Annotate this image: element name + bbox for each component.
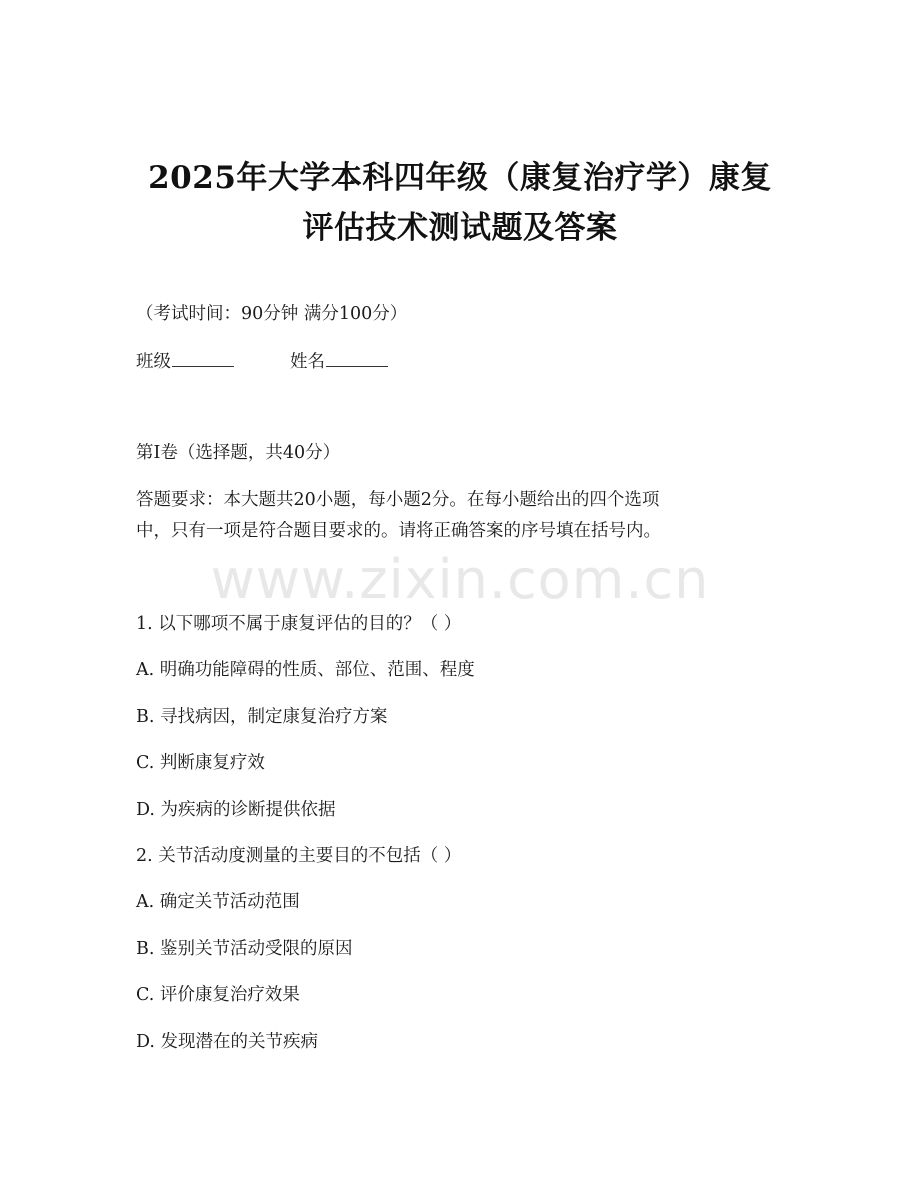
name-blank[interactable] (326, 352, 388, 367)
question-stem: 1. 以下哪项不属于康复评估的目的？（ ） (136, 614, 462, 634)
option-c[interactable]: C. 评价康复治疗效果 (136, 985, 300, 1005)
question-stem: 2. 关节活动度测量的主要目的不包括（ ） (136, 846, 462, 866)
document-title-line-2: 评估技术测试题及答案 (302, 210, 618, 246)
instructions-line-2: 中，只有一项是符合题目要求的。请将正确答案的序号填在括号内。 (136, 521, 661, 541)
option-c[interactable]: C. 判断康复疗效 (136, 753, 265, 773)
name-label: 姓名 (290, 352, 325, 372)
student-info-row (136, 350, 388, 374)
option-a[interactable]: A. 明确功能障碍的性质、部位、范围、程度 (136, 660, 475, 680)
watermark: www.zixin.com.cn (210, 548, 710, 611)
class-label: 班级 (136, 352, 171, 372)
exam-info: （考试时间：90分钟 满分100分） (136, 304, 408, 324)
option-b[interactable]: B. 寻找病因，制定康复治疗方案 (136, 707, 388, 727)
option-b[interactable]: B. 鉴别关节活动受限的原因 (136, 939, 353, 959)
option-d[interactable]: D. 为疾病的诊断提供依据 (136, 800, 336, 820)
option-a[interactable]: A. 确定关节活动范围 (136, 892, 300, 912)
class-blank[interactable] (172, 352, 234, 367)
section-heading: 第I卷（选择题，共40分） (136, 443, 341, 463)
instructions-line-1: 答题要求：本大题共20小题，每小题2分。在每小题给出的四个选项 (136, 490, 660, 510)
option-d[interactable]: D. 发现潜在的关节疾病 (136, 1032, 319, 1052)
document-title-line-1: 2025年大学本科四年级（康复治疗学）康复 (148, 160, 772, 196)
